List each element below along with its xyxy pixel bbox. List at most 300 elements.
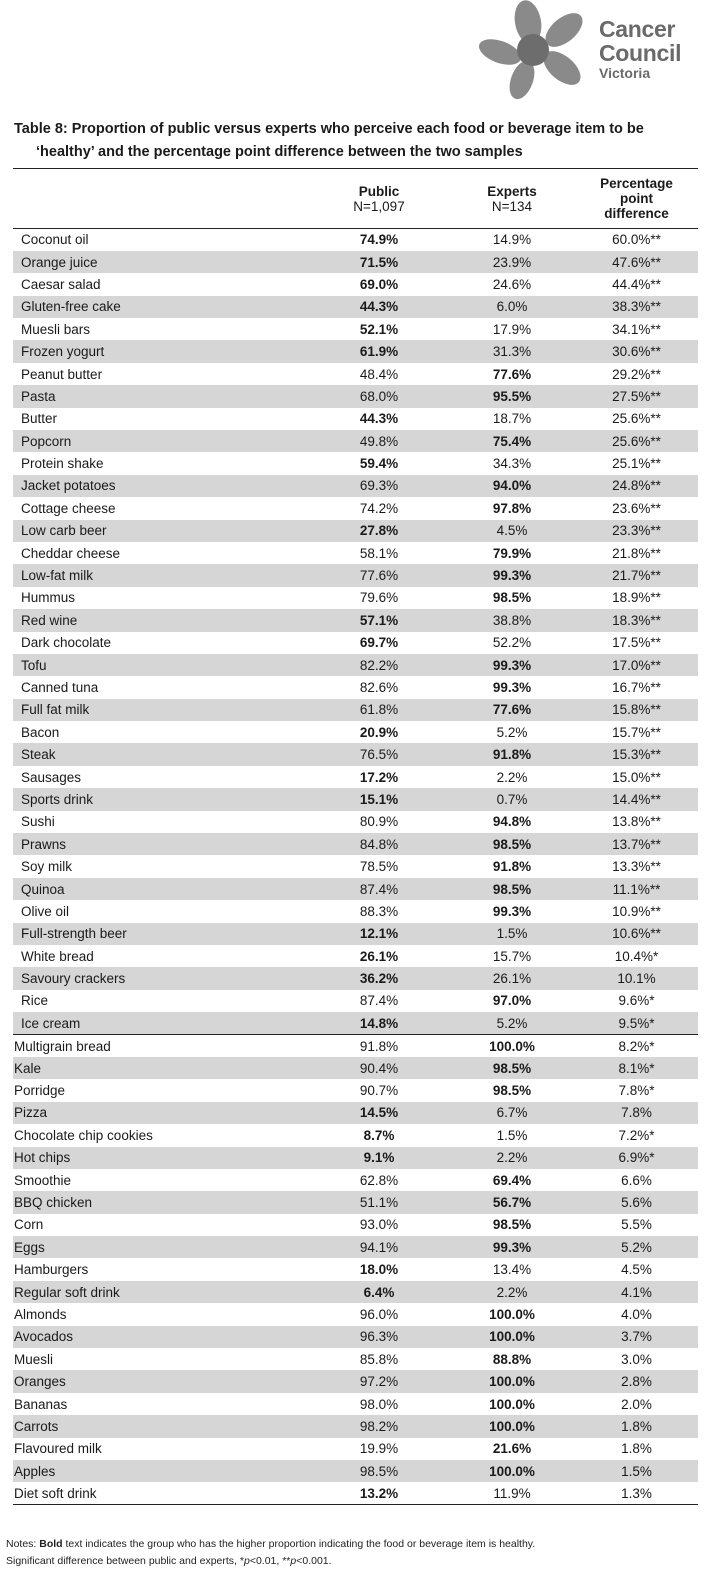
cell-food: Canned tuna — [21, 680, 99, 695]
cell-experts: 13.4% — [492, 1262, 532, 1278]
cell-difference: 23.3%** — [575, 520, 698, 542]
cell-food: Flavoured milk — [14, 1441, 102, 1457]
cell-food: Pizza — [13, 1102, 309, 1124]
cell-experts: 14.9% — [492, 232, 532, 248]
cell-public: 61.8% — [309, 699, 449, 721]
cell-public: 17.2% — [359, 769, 399, 785]
header-experts-label: Experts — [487, 183, 537, 199]
cell-experts: 98.5% — [449, 1057, 575, 1079]
cell-food: Frozen yogurt — [13, 340, 309, 362]
cell-public: 96.0% — [359, 1306, 399, 1322]
table-row — [13, 1303, 698, 1325]
cell-difference: 4.0% — [621, 1306, 652, 1322]
cell-difference: 18.3%** — [575, 609, 698, 631]
notes-line-2-prefix: Significant difference between public and experts, * — [6, 1555, 244, 1567]
cell-public: 13.2% — [309, 1482, 449, 1504]
notes-p-2: p — [290, 1555, 297, 1567]
cell-experts: 34.3% — [492, 456, 532, 472]
cell-food: Oranges — [13, 1370, 309, 1392]
cell-difference: 7.8% — [575, 1102, 698, 1124]
cell-experts: 98.5% — [492, 1083, 532, 1099]
cell-difference: 34.1%** — [612, 321, 661, 337]
table-row — [13, 945, 698, 967]
notes-line-2-mid: <0.01, ** — [249, 1555, 291, 1567]
cell-difference: 60.0%** — [612, 232, 661, 248]
cell-difference: 17.5%** — [612, 635, 661, 651]
cell-difference: 8.1%* — [575, 1057, 698, 1079]
cell-public: 9.1% — [309, 1147, 449, 1169]
table-row — [13, 520, 698, 542]
cell-public: 58.1% — [359, 545, 399, 561]
table-row — [13, 1258, 698, 1280]
table-row — [13, 1147, 698, 1169]
cell-public: 87.4% — [359, 993, 399, 1009]
cell-food: Multigrain bread — [13, 1035, 309, 1057]
cell-difference: 29.2%** — [612, 366, 661, 382]
table-row — [13, 564, 698, 586]
cell-food: Quinoa — [13, 878, 309, 900]
cell-food: Coconut oil — [21, 232, 89, 248]
cell-experts: 94.0% — [449, 475, 575, 497]
cell-food: Popcorn — [13, 430, 309, 452]
daffodil-icon — [478, 0, 598, 104]
cell-experts: 98.5% — [449, 833, 575, 855]
table-row — [13, 632, 698, 654]
cell-food: Kale — [13, 1057, 309, 1079]
cell-experts: 98.5% — [492, 1217, 532, 1233]
logo-line-2: Council — [599, 40, 682, 66]
cell-public: 14.8% — [309, 1012, 449, 1034]
cell-public: 79.6% — [359, 590, 399, 606]
cell-difference: 15.0%** — [612, 769, 661, 785]
cell-public: 14.5% — [309, 1102, 449, 1124]
cell-food: Avocados — [13, 1326, 309, 1348]
header-diff-line-2: point — [620, 191, 653, 206]
logo-line-1: Cancer — [599, 16, 676, 42]
table-row — [13, 1482, 698, 1504]
cell-public: 78.5% — [359, 859, 399, 875]
cell-public: 76.5% — [309, 743, 449, 765]
table-row — [13, 1214, 698, 1236]
header-food — [13, 169, 309, 229]
cell-public: 71.5% — [309, 251, 449, 273]
cell-public: 88.3% — [359, 903, 399, 919]
cell-public: 77.6% — [309, 564, 449, 586]
cell-experts: 100.0% — [489, 1396, 535, 1412]
table-row — [13, 811, 698, 833]
cell-public: 96.3% — [309, 1326, 449, 1348]
table-header-row — [13, 169, 698, 229]
cell-difference: 10.9%** — [612, 903, 661, 919]
cell-experts: 15.7% — [492, 948, 532, 964]
cell-experts: 98.5% — [449, 878, 575, 900]
header-public — [309, 169, 449, 229]
cell-experts: 2.2% — [449, 1147, 575, 1169]
cell-experts: 91.8% — [449, 743, 575, 765]
cell-difference: 14.4%** — [575, 788, 698, 810]
cell-experts: 1.5% — [496, 1127, 528, 1143]
cell-experts: 17.9% — [492, 321, 532, 337]
cell-food: Regular soft drink — [13, 1281, 309, 1303]
cell-food: Eggs — [13, 1236, 309, 1258]
cell-food: Almonds — [14, 1306, 67, 1322]
table-row — [13, 967, 698, 989]
caption-line-2: ‘healthy’ and the percentage point difference between the two samples — [36, 144, 523, 160]
table-row — [13, 430, 698, 452]
table-row — [13, 923, 698, 945]
cell-food: Low carb beer — [13, 520, 309, 542]
cell-food: Sports drink — [13, 788, 309, 810]
table-row — [13, 1460, 698, 1482]
table-row — [13, 766, 698, 788]
cell-public: 27.8% — [309, 520, 449, 542]
cell-food: Chocolate chip cookies — [14, 1127, 153, 1143]
cell-public: 84.8% — [309, 833, 449, 855]
cell-experts: 6.0% — [449, 296, 575, 318]
cell-experts: 18.7% — [492, 411, 532, 427]
cell-difference: 24.8%** — [575, 475, 698, 497]
cell-food: Hamburgers — [14, 1262, 89, 1278]
cell-difference: 4.1% — [575, 1281, 698, 1303]
cell-difference: 2.8% — [575, 1370, 698, 1392]
cell-difference: 11.1%** — [575, 878, 698, 900]
table-row — [13, 1236, 698, 1258]
cell-experts: 2.2% — [496, 769, 528, 785]
food-healthiness-table — [13, 168, 698, 1505]
header-public-label: Public — [358, 183, 400, 199]
cell-experts: 11.9% — [449, 1482, 575, 1504]
cell-food: Caesar salad — [21, 276, 101, 292]
cell-difference: 16.7%** — [612, 680, 661, 695]
cell-food: Bacon — [21, 724, 60, 740]
table-row — [13, 385, 698, 407]
cell-experts: 100.0% — [489, 1306, 535, 1322]
cell-food: Low-fat milk — [13, 564, 309, 586]
cell-public: 49.8% — [309, 430, 449, 452]
table-row — [13, 1102, 698, 1124]
table-row — [13, 654, 698, 676]
cell-experts: 21.6% — [492, 1441, 532, 1457]
cell-difference: 47.6%** — [575, 251, 698, 273]
header-public-n: N=1,097 — [353, 198, 405, 214]
cell-experts: 79.9% — [492, 545, 532, 561]
cell-food: White bread — [21, 948, 94, 964]
table-row — [13, 990, 698, 1012]
cell-experts: 24.6% — [492, 276, 532, 292]
cell-experts: 91.8% — [492, 859, 532, 875]
cell-experts: 100.0% — [449, 1460, 575, 1482]
cell-difference: 5.5% — [621, 1217, 652, 1233]
header-diff-line-3: difference — [604, 206, 669, 221]
cell-public: 62.8% — [359, 1172, 399, 1188]
cell-public: 85.8% — [359, 1351, 399, 1367]
table-row — [13, 229, 698, 251]
table-row — [13, 587, 698, 609]
cell-difference: 3.7% — [575, 1326, 698, 1348]
table-row — [13, 1393, 698, 1415]
cell-public: 18.0% — [359, 1262, 399, 1278]
cell-difference: 13.8%** — [612, 814, 661, 830]
notes-prefix: Notes: — [6, 1538, 40, 1550]
cell-difference: 5.6% — [575, 1191, 698, 1213]
cell-difference: 21.8%** — [612, 545, 661, 561]
cell-difference: 15.3%** — [575, 743, 698, 765]
cell-public: 93.0% — [359, 1217, 399, 1233]
cell-public: 69.0% — [359, 276, 399, 292]
cell-public: 87.4% — [309, 878, 449, 900]
cell-difference: 15.8%** — [575, 699, 698, 721]
cell-public: 57.1% — [309, 609, 449, 631]
table-row — [13, 1191, 698, 1213]
table-row — [13, 1348, 698, 1370]
cell-food: Steak — [13, 743, 309, 765]
cell-experts: 6.7% — [449, 1102, 575, 1124]
table-row — [13, 788, 698, 810]
cell-difference: 5.2% — [575, 1236, 698, 1258]
cell-difference: 2.0% — [621, 1396, 652, 1412]
cell-experts: 77.6% — [492, 366, 532, 382]
cell-difference: 1.8% — [575, 1415, 698, 1437]
cell-difference: 1.3% — [575, 1482, 698, 1504]
cell-experts: 100.0% — [449, 1415, 575, 1437]
cell-food: Cottage cheese — [21, 500, 116, 516]
cell-difference: 9.5%* — [575, 1012, 698, 1034]
table-row — [13, 900, 698, 922]
cell-food: Full-strength beer — [13, 923, 309, 945]
cell-food: Gluten-free cake — [13, 296, 309, 318]
cell-public: 80.9% — [359, 814, 399, 830]
table-row — [13, 475, 698, 497]
notes-line-2-end: <0.001. — [296, 1555, 332, 1567]
cell-public: 68.0% — [309, 385, 449, 407]
cell-difference: 6.9%* — [575, 1147, 698, 1169]
cancer-council-logo — [478, 0, 720, 104]
logo-line-3: Victoria — [599, 65, 651, 81]
caption-line-1: Table 8: Proportion of public versus experts who perceive each food or beverage item to be — [14, 121, 644, 137]
cell-public: 90.7% — [359, 1083, 399, 1099]
notes-line-1 — [6, 1536, 535, 1553]
cell-experts: 99.3% — [492, 903, 532, 919]
cell-difference: 1.5% — [575, 1460, 698, 1482]
cell-public: 91.8% — [309, 1035, 449, 1057]
cell-food: Apples — [13, 1460, 309, 1482]
cell-difference: 21.7%** — [575, 564, 698, 586]
cell-food: Smoothie — [14, 1172, 72, 1188]
cell-experts: 99.3% — [449, 564, 575, 586]
cell-public: 69.7% — [359, 635, 399, 651]
cell-food: Ice cream — [13, 1012, 309, 1034]
cell-public: 52.1% — [359, 321, 399, 337]
cell-public: 6.4% — [309, 1281, 449, 1303]
cell-food: Rice — [21, 993, 49, 1009]
table-row — [13, 1124, 698, 1146]
cell-difference: 10.1% — [575, 967, 698, 989]
cell-experts: 75.4% — [449, 430, 575, 452]
cell-difference: 13.7%** — [575, 833, 698, 855]
table-row — [13, 296, 698, 318]
cell-difference: 8.2%* — [575, 1035, 698, 1057]
cell-public: 74.2% — [359, 500, 399, 516]
table-row — [13, 699, 698, 721]
cell-difference: 23.6%** — [612, 500, 661, 516]
cell-food: Muesli — [14, 1351, 54, 1367]
cell-experts: 38.8% — [449, 609, 575, 631]
table-row — [13, 318, 698, 340]
cell-food: Peanut butter — [21, 366, 103, 382]
cell-food: Protein shake — [21, 456, 104, 472]
cell-public: 44.3% — [359, 411, 399, 427]
cell-food: Savoury crackers — [13, 967, 309, 989]
cell-experts: 56.7% — [449, 1191, 575, 1213]
cell-experts: 97.0% — [492, 993, 532, 1009]
table-row — [13, 1326, 698, 1348]
table-body — [13, 229, 698, 1505]
cell-experts: 23.9% — [449, 251, 575, 273]
notes-line-1-rest: text indicates the group who has the higher proportion indicating the food or beverage item is healthy. — [62, 1538, 536, 1550]
cell-difference: 10.6%** — [575, 923, 698, 945]
cell-difference: 25.6%** — [575, 430, 698, 452]
cell-experts: 100.0% — [449, 1370, 575, 1392]
table-row — [13, 1370, 698, 1392]
cell-public: 44.3% — [309, 296, 449, 318]
cell-difference: 44.4%** — [612, 276, 661, 292]
cell-difference: 6.6% — [621, 1172, 652, 1188]
table-row — [13, 1415, 698, 1437]
table-row — [13, 251, 698, 273]
cell-experts: 97.8% — [492, 500, 532, 516]
cell-food: Porridge — [14, 1083, 66, 1099]
cell-experts: 2.2% — [449, 1281, 575, 1303]
table-row — [13, 1281, 698, 1303]
cell-experts: 99.3% — [449, 1236, 575, 1258]
table-row — [13, 340, 698, 362]
cell-public: 69.3% — [309, 475, 449, 497]
cell-experts: 5.2% — [496, 724, 528, 740]
cell-public: 36.2% — [309, 967, 449, 989]
header-experts — [449, 169, 575, 229]
cell-food: Carrots — [13, 1415, 309, 1437]
cell-public: 74.9% — [359, 232, 399, 248]
cell-food: Sushi — [21, 814, 55, 830]
cell-food: Full fat milk — [13, 699, 309, 721]
cell-experts: 100.0% — [449, 1326, 575, 1348]
table-row — [13, 878, 698, 900]
cell-public: 8.7% — [363, 1127, 395, 1143]
cell-food: Jacket potatoes — [13, 475, 309, 497]
cell-food: Corn — [14, 1217, 44, 1233]
table-row — [13, 609, 698, 631]
cell-food: Bananas — [14, 1396, 68, 1412]
header-diff-line-1: Percentage — [600, 176, 673, 191]
notes-bold-word: Bold — [39, 1538, 63, 1550]
table-row — [13, 1169, 698, 1191]
table-row — [13, 721, 698, 743]
cell-experts: 52.2% — [492, 635, 532, 651]
cell-experts: 5.2% — [449, 1012, 575, 1034]
cell-public: 19.9% — [359, 1441, 399, 1457]
cell-public: 98.5% — [309, 1460, 449, 1482]
table-row — [13, 497, 698, 519]
cell-difference: 9.6%* — [618, 993, 655, 1009]
cell-experts: 98.5% — [492, 590, 532, 606]
table-row — [13, 363, 698, 385]
cell-difference: 1.8% — [621, 1441, 652, 1457]
table-row — [13, 273, 698, 295]
header-difference — [575, 169, 698, 229]
cell-difference: 27.5%** — [575, 385, 698, 407]
table-row — [13, 855, 698, 877]
cell-experts: 99.3% — [449, 654, 575, 676]
cell-experts: 69.4% — [492, 1172, 532, 1188]
table-row — [13, 1438, 698, 1460]
cell-difference: 15.7%** — [612, 724, 661, 740]
cell-difference: 4.5% — [621, 1262, 652, 1278]
cell-public: 98.2% — [309, 1415, 449, 1437]
cell-food: Orange juice — [13, 251, 309, 273]
cell-experts: 99.3% — [492, 680, 532, 695]
cell-difference: 30.6%** — [575, 340, 698, 362]
cell-experts: 100.0% — [449, 1035, 575, 1057]
cell-experts: 94.8% — [492, 814, 532, 830]
cell-public: 98.0% — [359, 1396, 399, 1412]
table-row — [13, 1079, 698, 1101]
notes-line-2 — [6, 1553, 332, 1570]
cell-experts: 4.5% — [449, 520, 575, 542]
cell-difference: 13.3%** — [612, 859, 661, 875]
cell-public: 15.1% — [309, 788, 449, 810]
cell-food: Hummus — [21, 590, 76, 606]
table-row — [13, 743, 698, 765]
cell-public: 48.4% — [359, 366, 399, 382]
cell-food: Soy milk — [21, 859, 73, 875]
cell-public: 82.2% — [309, 654, 449, 676]
cell-public: 97.2% — [309, 1370, 449, 1392]
table-row — [13, 1035, 698, 1057]
cell-experts: 31.3% — [449, 340, 575, 362]
header-experts-n: N=134 — [491, 198, 533, 214]
cell-food: Pasta — [13, 385, 309, 407]
cell-difference: 7.8%* — [618, 1083, 655, 1099]
cell-food: Butter — [21, 411, 58, 427]
table-row — [13, 833, 698, 855]
table-row — [13, 452, 698, 474]
cell-experts: 0.7% — [449, 788, 575, 810]
cell-difference: 10.4%* — [614, 948, 659, 964]
table-row — [13, 542, 698, 564]
notes-p-1: p — [243, 1555, 250, 1567]
cell-public: 94.1% — [309, 1236, 449, 1258]
cell-food: Cheddar cheese — [21, 545, 121, 561]
cell-experts: 88.8% — [492, 1351, 532, 1367]
cell-difference: 25.6%** — [612, 411, 661, 427]
cell-public: 51.1% — [309, 1191, 449, 1213]
cell-difference: 17.0%** — [575, 654, 698, 676]
cell-food: Olive oil — [21, 903, 70, 919]
cell-public: 20.9% — [359, 724, 399, 740]
cell-public: 26.1% — [359, 948, 399, 964]
cell-food: Tofu — [13, 654, 309, 676]
cell-experts: 1.5% — [449, 923, 575, 945]
table-row — [13, 1057, 698, 1079]
cell-public: 90.4% — [309, 1057, 449, 1079]
cell-public: 61.9% — [309, 340, 449, 362]
table-row — [13, 408, 698, 430]
table-caption — [14, 118, 704, 164]
cell-difference: 25.1%** — [612, 456, 661, 472]
cell-food: BBQ chicken — [13, 1191, 309, 1213]
cell-difference: 38.3%** — [575, 296, 698, 318]
cell-experts: 95.5% — [449, 385, 575, 407]
